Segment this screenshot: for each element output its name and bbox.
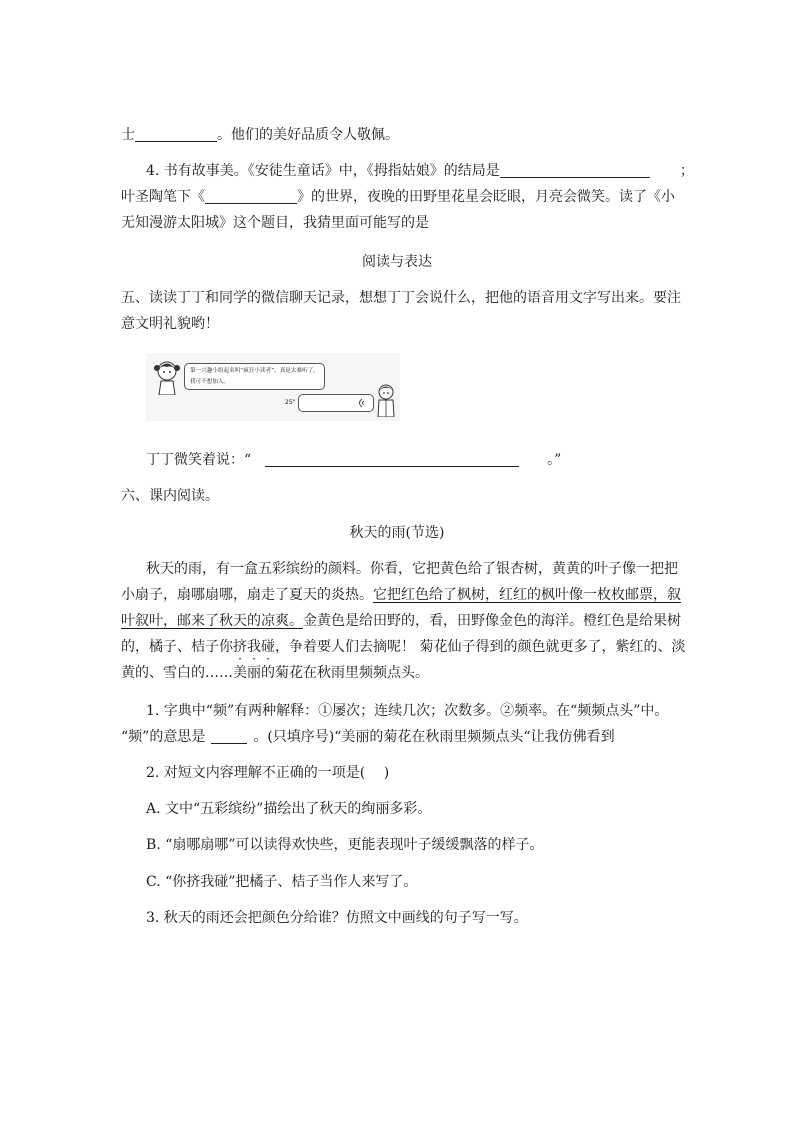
passage-title: 秋天的雨(节选) (349, 525, 445, 541)
option-b: B. “扇哪扇哪”可以读得欢快些，更能表现叶子缓缓飘落的样子。 (146, 837, 544, 853)
chat-message-1: 第一兴趣小组起名叫“疯狂小读者”，真是太难听了。 (190, 368, 319, 374)
answer-blank[interactable] (265, 452, 519, 467)
answer-blank[interactable] (211, 729, 247, 744)
sound-wave-icon (355, 398, 365, 408)
underlined-sentence: 叶叙叶，邮来了秋天的凉爽。 (121, 613, 303, 629)
fill-in-line: 士 。他们的美好品质令人敬佩。 (121, 127, 399, 143)
dotted-char: 我 (247, 639, 261, 655)
answer-blank[interactable] (135, 127, 217, 142)
boy-avatar-icon (375, 383, 397, 417)
passage-line-4: 的，橘子、桔子你挤我碰，争着要人们去摘呢！ 菊花仙子得到的颜色就更多了，紫红的、淡 (121, 639, 686, 655)
girl-avatar-icon (152, 359, 182, 395)
question-4-line-1: 4. 书有故事美。《安徒生童话》中，《拇指姑娘》的结局是 ； (146, 163, 694, 179)
question-5-answer: 丁丁微笑着说：“ 。” (146, 452, 562, 468)
chat-bubble-incoming (184, 363, 325, 390)
question-4-line-2: 叶圣陶笔下《 》的世界，夜晚的田野里花星会眨眼，月亮会微笑。读了《小 (121, 189, 675, 205)
answer-blank[interactable] (500, 163, 650, 178)
passage-line-1: 秋天的雨，有一盒五彩缤纷的颜料。你看，它把黄色给了银杏树，黄黄的叶子像一把把 (146, 561, 678, 577)
passage-line-5: 黄的、雪白的……美丽的菊花在秋雨里频频点头。 (121, 665, 429, 681)
question-4-line-3: 无知漫游太阳城》这个题目，我猜里面可能写的是 (121, 215, 429, 231)
sub-question-2: 2. 对短文内容理解不正确的一项是( ) (146, 765, 390, 781)
passage-line-2: 小扇子，扇哪扇哪，扇走了夏天的炎热。它把红色给了枫树，红红的枫叶像一枚枚邮票，叙 (121, 587, 681, 603)
underlined-sentence: 它把红色给了枫树，红红的枫叶像一枚枚邮票，叙 (373, 587, 681, 603)
dotted-char: 碰 (261, 639, 275, 655)
sub-question-3: 3. 秋天的雨还会把颜色分给谁？仿照文中画线的句子写一写。 (146, 910, 528, 926)
question-5-line-1: 五、读读丁丁和同学的微信聊天记录，想想丁丁会说什么，把他的语音用文字写出来。要注 (121, 290, 681, 306)
dotted-char: 挤 (233, 639, 247, 655)
wechat-chat-illustration (146, 353, 400, 421)
sub-question-1-line-1: 1. 字典中“频”有两种解释：①屡次；连续几次；次数多。②频率。在“频频点头”中。 (146, 703, 669, 719)
chat-message-2: 我可不想加入。 (190, 379, 230, 385)
option-c: C. “你挤我碰”把橘子、桔子当作人来写了。 (146, 874, 418, 890)
option-a: A. 文中“五彩缤纷”描绘出了秋天的绚丽多彩。 (146, 801, 432, 817)
passage-line-3: 叶叙叶，邮来了秋天的凉爽。金黄色是给田野的，看，田野像金色的海洋。橙红色是给果树 (121, 613, 681, 629)
question-6-heading: 六、课内阅读。 (121, 488, 219, 504)
question-5-line-2: 意文明礼貌哟！ (121, 316, 219, 332)
answer-blank[interactable] (205, 189, 297, 204)
sub-question-1-line-2: “频”的意思是 。(只填序号)“美丽的菊花在秋雨里频频点头“让我仿佛看到 (121, 729, 615, 745)
section-title: 阅读与表达 (362, 254, 432, 270)
voice-duration: 25" (285, 399, 296, 406)
voice-message-bubble[interactable] (298, 394, 374, 412)
